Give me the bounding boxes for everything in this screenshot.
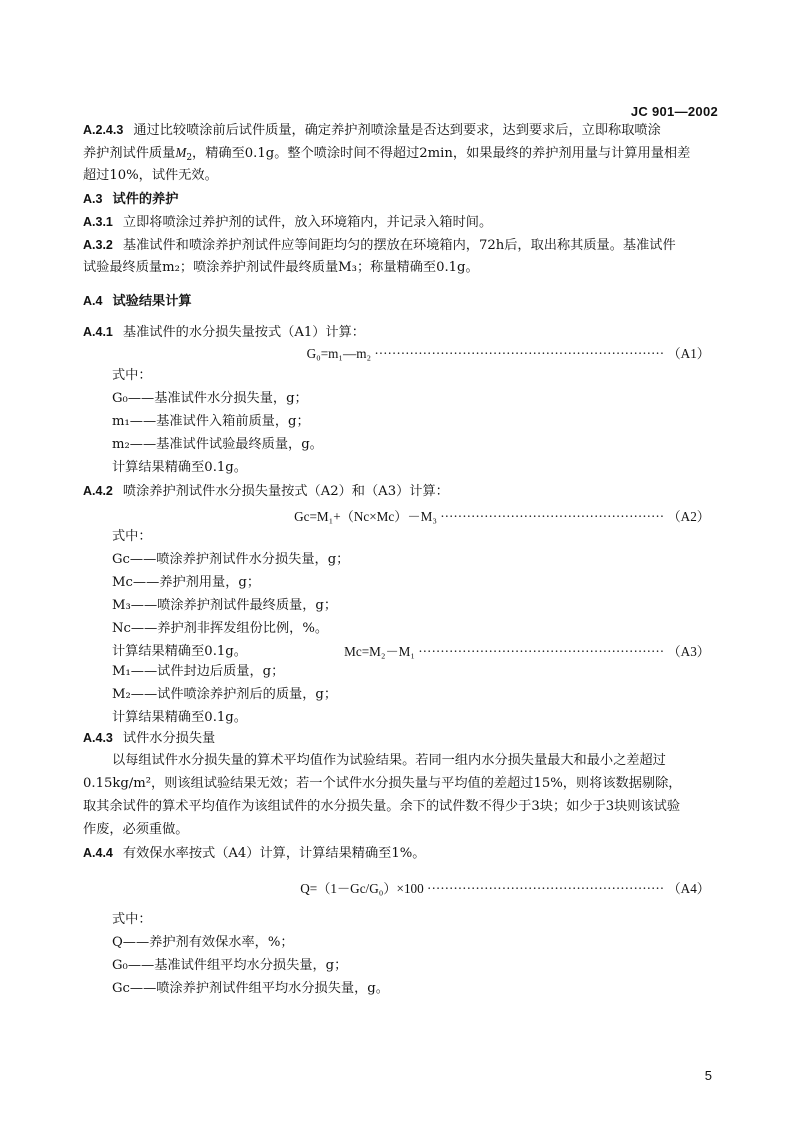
formula-a3: Mc=M₂－M₁ ························································ （A3） [344,644,710,659]
definition: G₀——基准试件水分损失量，g； [112,391,308,406]
paragraph-line: 0.15kg/m²，则该组试验结果无效；若一个试件水分损失量与平均值的差超过15%，则将该数据剔除， [83,776,682,791]
para-a42: A.4.2 喷涂养护剂试件水分损失量按式（A2）和（A3）计算： [83,484,449,499]
definition: Gc——喷涂养护剂试件组平均水分损失量，g。 [112,981,389,996]
formula-a1: G₀=m₁—m₂ ·································································· （A1） [306,346,710,361]
para-a44: A.4.4 有效保水率按式（A4）计算，计算结果精确至1%。 [83,846,426,861]
definition: G₀——基准试件组平均水分损失量，g； [112,958,348,973]
where-label: 式中： [112,529,152,544]
page-number: 5 [704,1068,712,1083]
definition: M₁——试件封边后质量，g； [112,664,285,679]
para-a243-line3: 超过10%，试件无效。 [83,168,218,183]
paragraph-line: 取其余试件的算术平均值作为该组试件的水分损失量。余下的试件数不得少于3块；如少于3块则该试验 [83,799,681,814]
leader-dots: ·································································· [374,346,665,361]
heading-a4: A.4 试验结果计算 [83,294,192,309]
definition: M₃——喷涂养护剂试件最终质量，g； [112,598,338,613]
definition: m₂——基准试件试验最终质量，g。 [112,437,323,452]
standard-code-header: JC 901—2002 [630,104,718,119]
formula-a4: Q=（1－Gc/G₀）×100 ······················································ （A4） [300,881,710,896]
para-a41: A.4.1 基准试件的水分损失量按式（A1）计算： [83,325,365,340]
para-a243-line2: 养护剂试件质量$M_2$，精确至0.1g。整个喷涂时间不得超过2min，如果最终的养护剂用量与计算用量相差 [83,145,691,163]
heading-a43: A.4.3 试件水分损失量 [83,731,216,746]
formula-a2: Gc=M₁+（Nc×Mc）－M₃ ··················································· （A2） [294,509,710,524]
leader-dots: ······················································ [427,881,665,896]
para-a32-line1: A.3.2 基准试件和喷涂养护剂试件应等间距均匀的摆放在环境箱内，72h后，取出称其质量。基准试件 [83,238,676,253]
where-label: 式中： [112,912,152,927]
precision-note: 计算结果精确至0.1g。 [112,460,247,475]
definition: Gc——喷涂养护剂试件水分损失量，g； [112,552,350,567]
precision-note: 计算结果精确至0.1g。 [112,644,247,659]
leader-dots: ························································ [418,644,665,659]
definition: Mc——养护剂用量，g； [112,575,261,590]
definition: m₁——基准试件入箱前质量，g； [112,414,310,429]
para-a243-line1: A.2.4.3 通过比较喷涂前后试件质量，确定养护剂喷涂量是否达到要求，达到要求后，立即称取喷涂 [83,123,661,138]
definition: Nc——养护剂非挥发组份比例，%。 [112,621,329,636]
paragraph-line: 作废，必须重做。 [83,822,189,837]
paragraph-line: 以每组试件水分损失量的算术平均值作为试验结果。若同一组内水分损失量最大和最小之差超过 [112,753,666,768]
where-label: 式中： [112,368,152,383]
heading-a3: A.3 试件的养护 [83,192,179,207]
leader-dots: ··················································· [440,509,665,524]
definition: M₂——试件喷涂养护剂后的质量，g； [112,687,338,702]
precision-note: 计算结果精确至0.1g。 [112,710,247,725]
para-a31: A.3.1 立即将喷涂过养护剂的试件，放入环境箱内，并记录入箱时间。 [83,215,493,230]
section-number: A.2.4.3 [83,123,124,137]
para-a32-line2: 试验最终质量m₂；喷涂养护剂试件最终质量M₃；称量精确至0.1g。 [83,260,479,275]
definition: Q——养护剂有效保水率，%； [112,935,294,950]
